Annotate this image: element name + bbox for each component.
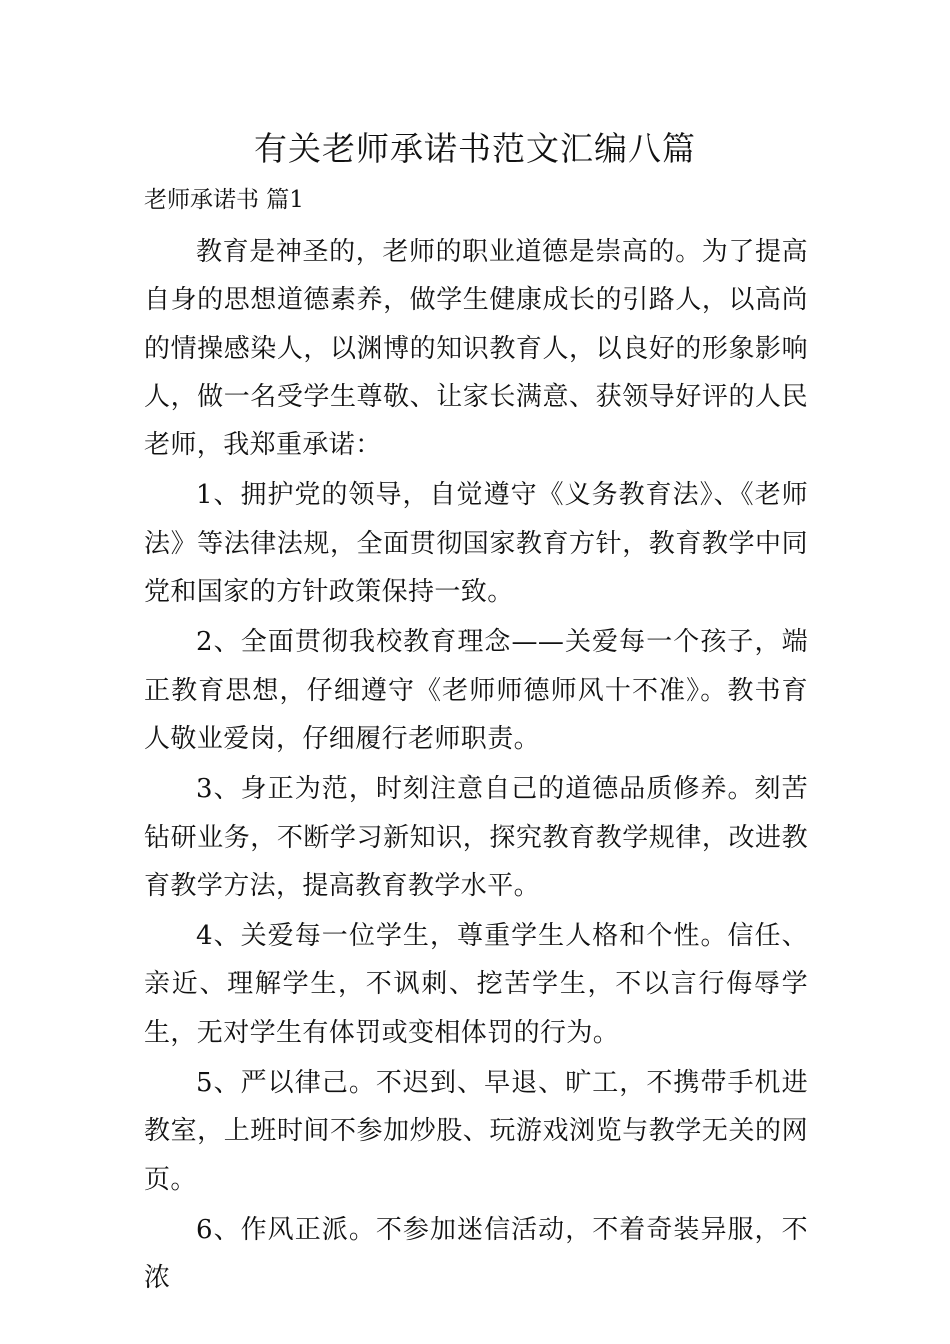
- paragraph-intro: 教育是神圣的，老师的职业道德是崇高的。为了提高自身的思想道德素养，做学生健康成长的引路人，以高尚的情操感染人，以渊博的知识教育人，以良好的形象影响人，做一名受学生尊敬、让家长满意、获领导好评的人民老师，我郑重承诺：: [144, 237, 808, 461]
- paragraph-item-3: 3、身正为范，时刻注意自己的道德品质修养。刻苦钻研业务，不断学习新知识，探究教育教学规律，改进教育教学方法，提高教育教学水平。: [144, 774, 808, 901]
- paragraph-item-4: 4、关爱每一位学生，尊重学生人格和个性。信任、亲近、理解学生，不讽刺、挖苦学生，不以言行侮辱学生，无对学生有体罚或变相体罚的行为。: [144, 921, 808, 1048]
- section-heading: 老师承诺书 篇1: [144, 187, 304, 213]
- paragraph-item-5: 5、严以律己。不迟到、早退、旷工，不携带手机进教室，上班时间不参加炒股、玩游戏浏览与教学无关的网页。: [144, 1068, 808, 1195]
- paragraph-item-6: 6、作风正派。不参加迷信活动，不着奇装异服，不浓: [144, 1214, 808, 1294]
- document-title: 有关老师承诺书范文汇编八篇: [254, 129, 696, 168]
- document-body: [144, 228, 808, 1305]
- paragraph-item-1: 1、拥护党的领导，自觉遵守《义务教育法》、《老师法》等法律法规，全面贯彻国家教育方针，教育教学中同党和国家的方针政策保持一致。: [144, 480, 808, 608]
- paragraph-item-2: 2、全面贯彻我校教育理念——关爱每一个孩子，端正教育思想，仔细遵守《老师师德师风十不准》。教书育人敬业爱岗，仔细履行老师职责。: [144, 627, 808, 754]
